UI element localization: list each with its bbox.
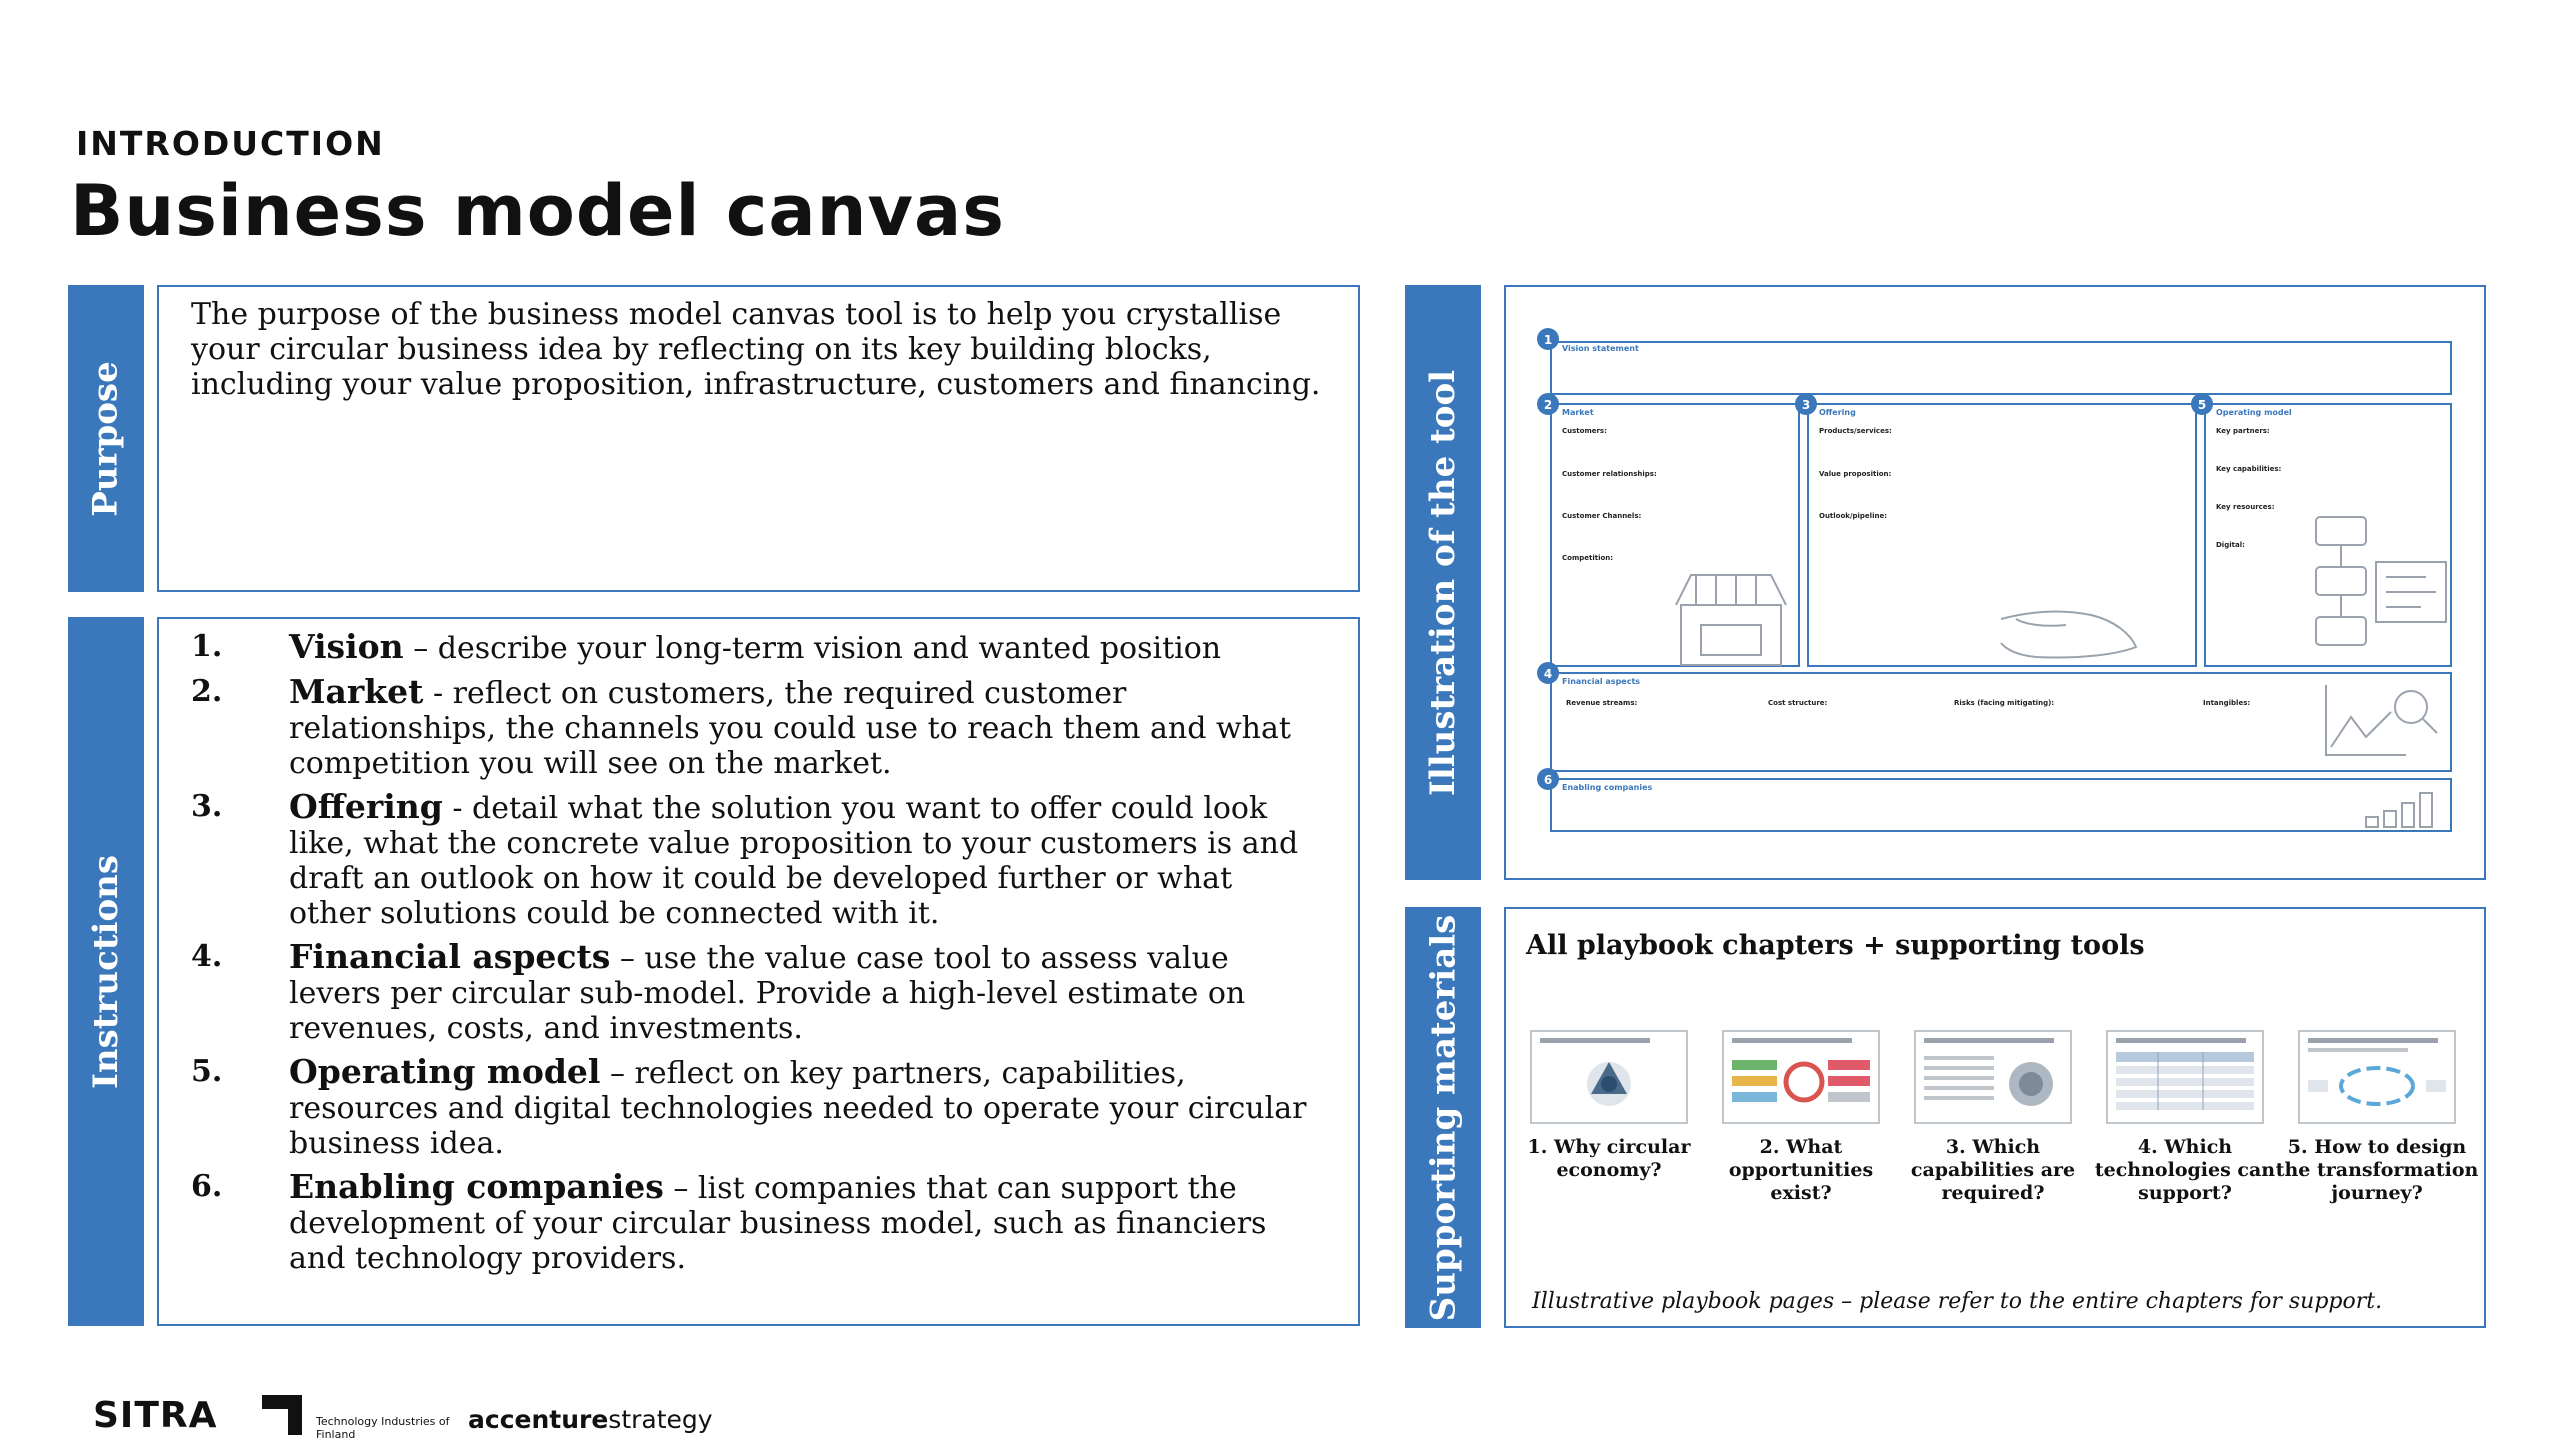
instructions-tab-label: Instructions — [86, 854, 126, 1089]
list-item — [191, 789, 1318, 931]
list-item — [191, 674, 1318, 781]
item-number: 4. — [191, 939, 223, 974]
item-heading: Operating model — [289, 1052, 601, 1091]
field-label: Key capabilities: — [2216, 465, 2282, 473]
illustration-tab-label: Illustration of the tool — [1423, 369, 1463, 796]
technologies-table-icon — [2108, 1032, 2262, 1122]
chapter-1-caption[interactable]: 1. Why circular economy? — [1527, 1136, 1691, 1181]
operating-label: Operating model — [2216, 408, 2292, 417]
item-heading: Market — [289, 672, 424, 711]
opportunities-diagram-icon — [1724, 1032, 1878, 1122]
field-label: Key partners: — [2216, 427, 2270, 435]
item-text — [289, 939, 1318, 1046]
chapter-1-thumbnail[interactable] — [1530, 1030, 1688, 1124]
item-heading: Enabling companies — [289, 1167, 664, 1206]
chapter-2-thumbnail[interactable] — [1722, 1030, 1880, 1124]
strategy-wordmark: strategy — [608, 1405, 713, 1434]
item-text — [289, 1054, 1318, 1161]
chapter-3-thumbnail[interactable] — [1914, 1030, 2072, 1124]
hand-icon — [2001, 612, 2136, 658]
badge-2-label: 2 — [1543, 398, 1553, 412]
field-label: Customer Channels: — [1562, 512, 1642, 520]
chapter-4-thumbnail[interactable] — [2106, 1030, 2264, 1124]
supporting-tab — [1405, 907, 1481, 1328]
flowchart-icon — [2316, 517, 2446, 645]
item-text — [289, 629, 1221, 666]
item-body: - reflect on customers, the required customer relationships, the channels you could use to reach them and what competition you will see on the market. — [289, 676, 1291, 781]
supporting-note: Illustrative playbook pages – please refer to the entire chapters for support. — [1532, 1289, 2383, 1314]
item-number: 2. — [191, 674, 223, 709]
storefront-icon — [1676, 575, 1786, 665]
instructions-tab — [68, 617, 144, 1326]
transformation-journey-icon — [2300, 1032, 2454, 1122]
financial-label: Financial aspects — [1562, 677, 1641, 686]
field-label: Customer relationships: — [1562, 470, 1657, 478]
item-body: – use the value case tool to assess value levers per circular sub-model. Provide a high-level estimate on revenues, costs, and investments. — [289, 941, 1246, 1046]
capabilities-diagram-icon — [1916, 1032, 2070, 1122]
field-label: Value proposition: — [1819, 470, 1892, 478]
purpose-tab-label: Purpose — [86, 360, 126, 517]
supporting-tab-label: Supporting materials — [1423, 914, 1463, 1321]
item-body: – describe your long-term vision and wanted position — [403, 631, 1222, 666]
instructions-box — [157, 617, 1360, 1326]
list-item — [191, 1169, 1318, 1276]
section-label: INTRODUCTION — [76, 124, 385, 163]
enabling-label: Enabling companies — [1562, 783, 1653, 792]
item-heading: Financial aspects — [289, 937, 611, 976]
purpose-tab — [68, 285, 144, 592]
field-label: Digital: — [2216, 541, 2245, 549]
bar-chart-icon — [2366, 793, 2432, 827]
chapter-5-thumbnail[interactable] — [2298, 1030, 2456, 1124]
item-heading: Offering — [289, 787, 443, 826]
badge-6-label: 6 — [1543, 773, 1553, 787]
canvas-illustration — [1506, 287, 2484, 878]
chart-magnifier-icon — [2326, 685, 2437, 755]
chapter-2-caption[interactable]: 2. What opportunities exist? — [1728, 1136, 1874, 1204]
field-label: Risks (facing mitigating): — [1954, 699, 2055, 707]
list-item — [191, 629, 1318, 666]
item-number: 1. — [191, 629, 223, 664]
badge-4-label: 4 — [1543, 667, 1553, 681]
field-label: Revenue streams: — [1566, 699, 1638, 707]
field-label: Products/services: — [1819, 427, 1892, 435]
technology-industries-logo-icon — [262, 1393, 306, 1437]
item-text — [289, 1169, 1318, 1276]
item-body: – reflect on key partners, capabilities, resources and digital technologies needed to operate your circular business idea. — [289, 1056, 1307, 1161]
accenture-strategy-logo — [468, 1405, 713, 1434]
field-label: Outlook/pipeline: — [1819, 512, 1888, 520]
page-title: Business model canvas — [70, 170, 1005, 252]
purpose-text: The purpose of the business model canvas tool is to help you crystallise your circular business idea by reflecting on its key building blocks, including your value proposition, infrastructure, customers and financing. — [191, 297, 1321, 402]
item-number: 6. — [191, 1169, 223, 1204]
sitra-logo: SITRA — [93, 1395, 218, 1436]
technology-industries-logo-text: Technology Industries of Finland — [316, 1415, 450, 1441]
item-number: 5. — [191, 1054, 223, 1089]
item-heading: Vision — [289, 627, 404, 666]
purpose-box — [157, 285, 1360, 592]
list-item — [191, 1054, 1318, 1161]
field-label: Intangibles: — [2203, 699, 2251, 707]
field-label: Key resources: — [2216, 503, 2275, 511]
circular-economy-diagram-icon — [1532, 1032, 1686, 1122]
field-label: Customers: — [1562, 427, 1607, 435]
item-body: - detail what the solution you want to offer could look like, what the concrete value proposition to your customers is and draft an outlook on how it could be developed further or what other solutions could be connected with it. — [289, 791, 1299, 931]
offering-label: Offering — [1819, 408, 1856, 417]
instructions-list — [159, 619, 1358, 1276]
list-item — [191, 939, 1318, 1046]
field-label: Competition: — [1562, 554, 1614, 562]
badge-1-label: 1 — [1543, 333, 1553, 347]
supporting-title: All playbook chapters + supporting tools — [1526, 930, 2145, 961]
item-number: 3. — [191, 789, 223, 824]
chapter-4-caption[interactable]: 4. Which technologies can support? — [2094, 1136, 2276, 1204]
field-label: Cost structure: — [1768, 699, 1828, 707]
market-label: Market — [1562, 408, 1594, 417]
chapter-5-caption[interactable]: 5. How to design the transformation journey? — [2275, 1136, 2479, 1204]
badge-3-label: 3 — [1801, 398, 1811, 412]
vision-label: Vision statement — [1562, 344, 1639, 353]
illustration-box — [1504, 285, 2486, 880]
badge-5-label: 5 — [2197, 398, 2207, 412]
accenture-wordmark: accenture — [468, 1405, 609, 1434]
item-body: – list companies that can support the development of your circular business model, such as financiers and technology providers. — [289, 1171, 1267, 1276]
chapter-3-caption[interactable]: 3. Which capabilities are required? — [1910, 1136, 2076, 1204]
illustration-tab — [1405, 285, 1481, 880]
item-text — [289, 789, 1318, 931]
item-text — [289, 674, 1318, 781]
